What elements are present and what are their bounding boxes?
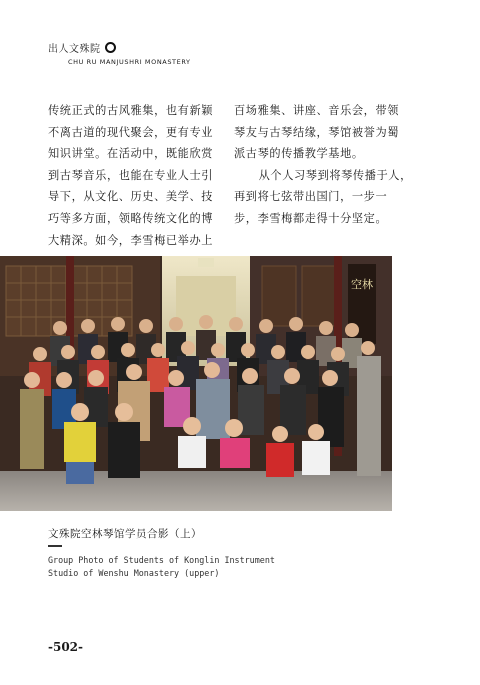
- body-line: 巧等多方面，领略传统文化的博: [48, 211, 214, 225]
- body-line: 再到将七弦带出国门，一步一: [234, 190, 388, 204]
- header-title-en: CHU RU MANJUSHRI MONASTERY: [68, 58, 191, 66]
- photo-caption-en: [48, 554, 275, 580]
- sign-text: 空林: [351, 278, 373, 291]
- body-line: 不离古道的现代聚会，更有专业: [48, 125, 214, 139]
- group-photo: [0, 256, 392, 511]
- body-text-right-column: [234, 100, 412, 230]
- group-photo-illustration: [0, 256, 392, 511]
- body-text-left-column: [48, 100, 220, 251]
- body-line: 百场雅集、讲座、音乐会，带领: [234, 104, 400, 117]
- body-line: 导下，从文化、历史、美学、技: [48, 190, 214, 204]
- page-number: -502-: [48, 640, 84, 654]
- body-line: 派古琴的传播教学基地。: [234, 147, 364, 161]
- body-line: 知识讲堂。在活动中，既能欣赏: [48, 147, 214, 161]
- header-title-cn-row: [48, 40, 191, 55]
- caption-en-line: Group Photo of Students of Konglin Instrument: [48, 555, 275, 565]
- body-line: 传统正式的古风雅集，也有新颖: [48, 104, 214, 117]
- caption-divider: [48, 545, 62, 547]
- header-title-cn: 出人文殊院: [48, 44, 101, 55]
- caption-en-line: Studio of Wenshu Monastery (upper): [48, 568, 220, 578]
- body-line: 从个人习琴到将琴传播于人，: [258, 168, 412, 182]
- body-line: 到古琴音乐，也能在专业人士引: [48, 168, 214, 182]
- body-line: 琴友与古琴结缘，琴馆被誉为蜀: [234, 125, 400, 139]
- running-header: [48, 40, 191, 66]
- photo-caption-cn: 文殊院空林琴馆学员合影（上）: [48, 528, 202, 540]
- body-line: 步，李雪梅都走得十分坚定。: [234, 211, 388, 225]
- circle-mark-icon: [105, 42, 116, 53]
- body-line: 大精深。如今，李雪梅已举办上: [48, 233, 214, 247]
